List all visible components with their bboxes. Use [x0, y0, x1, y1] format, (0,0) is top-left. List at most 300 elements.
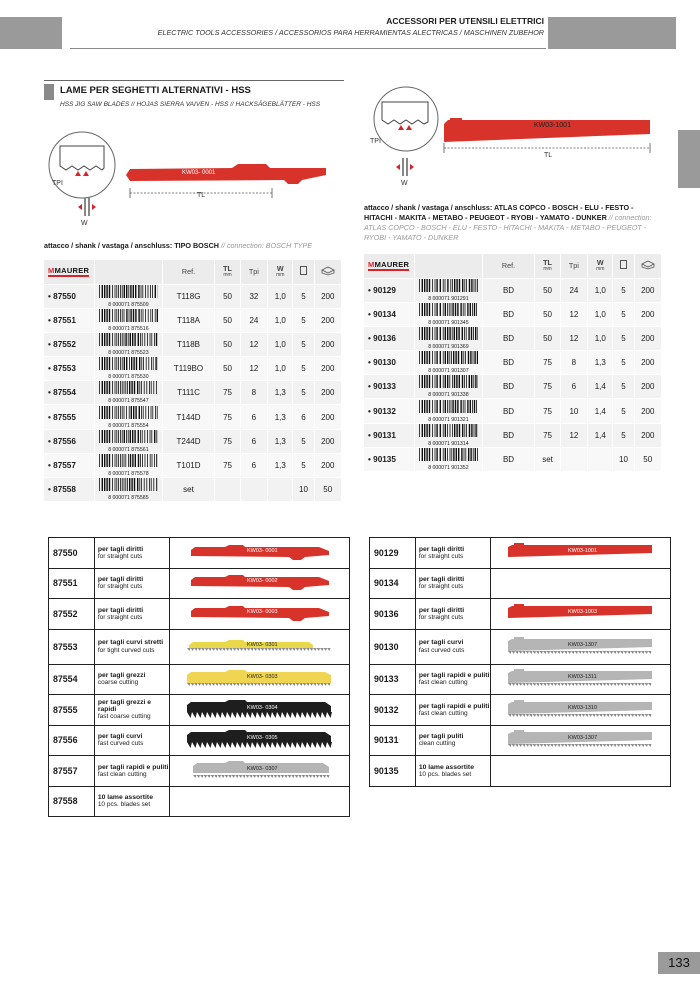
blade-teeth: [187, 742, 332, 748]
description-en: coarse cutting: [97, 679, 139, 687]
ean-number: 8 000071 901321: [428, 416, 469, 423]
item-code: • 90130: [364, 351, 415, 375]
description-it: per tagli diritti: [97, 576, 144, 584]
blade-image-cell: [491, 568, 671, 599]
ean-number: 8 000071 875561: [108, 446, 149, 453]
description-en: for straight cuts: [418, 583, 464, 591]
tpi-label: TPI: [52, 180, 63, 187]
barcode-cell: [95, 308, 163, 332]
cell-w: 1,3: [268, 405, 293, 429]
cell-pack: 6: [293, 405, 314, 429]
product-subtitle: HSS JIG SAW BLADES // HOJAS SIERRA VAIVEN - HSS // HACKSÄGEBLÄTTER - HSS: [60, 101, 321, 108]
description-en: 10 pcs. blades set: [97, 801, 151, 809]
description-en: fast clean cutting: [418, 679, 468, 687]
cell-ref: BD: [482, 447, 535, 471]
cell-box: 200: [314, 405, 341, 429]
pack-header: [613, 254, 634, 278]
cell-box: 200: [634, 423, 661, 447]
blade-image: [185, 730, 335, 750]
cell-tpi: [560, 447, 587, 471]
blade-description: [415, 725, 491, 756]
blade-image: [506, 543, 656, 563]
blade-code: 87554: [49, 664, 95, 695]
blade-image: [185, 573, 335, 593]
cell-pack: 5: [613, 278, 634, 302]
cell-tl: [215, 478, 240, 502]
cell-tl: 50: [535, 326, 560, 350]
maurer-logo: MMAURER: [368, 260, 410, 270]
cell-tl: 50: [535, 302, 560, 326]
blade-row: [49, 629, 350, 664]
blade-row: [370, 629, 671, 664]
cell-tpi: 12: [560, 423, 587, 447]
cell-pack: 5: [293, 308, 314, 332]
table-row: [44, 284, 342, 308]
item-code: • 90134: [364, 302, 415, 326]
item-code: • 90132: [364, 399, 415, 423]
blade-image-cell: [170, 568, 350, 599]
blade-code-text: KW03-1311: [567, 674, 597, 681]
blade-description: [415, 756, 491, 787]
blade-teeth: [187, 712, 332, 718]
table-row: [44, 332, 342, 356]
blade-description: [94, 568, 170, 599]
brand-name: MAURER: [54, 266, 90, 276]
ean-number: 8 000071 901352: [428, 464, 469, 471]
ean-number: 8 000071 901345: [428, 319, 469, 326]
cell-pack: 5: [613, 351, 634, 375]
cell-tl: 75: [215, 453, 240, 477]
product-title: LAME PER SEGHETTI ALTERNATIVI - HSS: [60, 85, 251, 96]
cell-pack: 5: [613, 399, 634, 423]
cell-pack: 10: [293, 478, 314, 502]
blade-image: [506, 637, 656, 657]
ean-number: 8 000071 875585: [108, 495, 149, 502]
blade-description: [94, 664, 170, 695]
table-row: [364, 326, 662, 350]
cell-pack: 10: [613, 447, 634, 471]
cell-box: 200: [314, 332, 341, 356]
cell-ref: T244D: [162, 429, 215, 453]
barcode-cell: [95, 284, 163, 308]
ean-number: 8 000071 875530: [108, 374, 149, 381]
cell-tpi: 10: [560, 399, 587, 423]
ean-number: 8 000071 875547: [108, 398, 149, 405]
header-divider: [70, 48, 546, 49]
cell-w: 1,0: [588, 278, 613, 302]
cell-pack: 5: [613, 375, 634, 399]
ean-number: 8 000071 875554: [108, 422, 149, 429]
spec-table-right: [364, 254, 662, 472]
shank-connection: // connection: ATLAS COPCO - BOSCH - ELU - FESTO - HITACHI - MAKITA - METABO - PEUGEOT - RYOBI - YAMATO - DUNKER: [364, 213, 652, 242]
maurer-logo: MMAURER: [48, 266, 90, 276]
blade-description: [94, 599, 170, 630]
cell-pack: 5: [293, 357, 314, 381]
item-code: • 87552: [44, 332, 95, 356]
spec-table-left: [44, 260, 342, 502]
blade-image: [185, 761, 335, 781]
description-it: per tagli curvi: [97, 733, 143, 741]
cell-tl: set: [535, 447, 560, 471]
pack-header: [293, 260, 314, 284]
barcode-cell: [415, 423, 483, 447]
cell-ref: BD: [482, 351, 535, 375]
cell-tpi: 12: [240, 357, 267, 381]
blade-image: [185, 700, 335, 720]
barcode-cell: [95, 405, 163, 429]
item-code: • 90129: [364, 278, 415, 302]
blade-description: [94, 629, 170, 664]
description-en: for tight curved cuts: [97, 646, 155, 654]
blade-teeth: [193, 775, 330, 778]
blade-image: [185, 637, 335, 657]
cell-pack: 5: [613, 423, 634, 447]
description-en: fast curved cuts: [97, 740, 144, 748]
tl-label: TL: [197, 192, 206, 199]
cell-w: 1,4: [588, 423, 613, 447]
cell-tpi: 6: [240, 405, 267, 429]
cell-box: 200: [634, 351, 661, 375]
item-code: • 87554: [44, 381, 95, 405]
barcode-cell: [95, 357, 163, 381]
box-icon: [641, 260, 655, 270]
blade-image: [185, 604, 335, 624]
blade-diagram-right-graphic: [358, 84, 668, 194]
blade-code-label: KW03- 0001: [182, 170, 216, 176]
shank-info-right: [364, 203, 662, 243]
cell-tl: 50: [215, 332, 240, 356]
cell-ref: T118G: [162, 284, 215, 308]
cell-box: 200: [314, 453, 341, 477]
cell-w: 1,3: [268, 381, 293, 405]
description-en: fast curved cuts: [418, 646, 465, 654]
blade-row: [49, 786, 350, 817]
ref-header: Ref.: [482, 254, 535, 278]
item-code: • 87557: [44, 453, 95, 477]
cell-ref: T144D: [162, 405, 215, 429]
description-en: clean cutting: [418, 740, 456, 748]
blade-image: [185, 669, 335, 689]
cell-ref: T118B: [162, 332, 215, 356]
blade-description: [415, 538, 491, 569]
cell-pack: 5: [613, 326, 634, 350]
cell-tl: 75: [215, 429, 240, 453]
ean-number: 8 000071 901291: [428, 295, 469, 302]
catalog-section-title: ACCESSORI PER UTENSILI ELETTRICI: [386, 16, 544, 26]
cell-ref: T119BO: [162, 357, 215, 381]
cell-box: 200: [634, 375, 661, 399]
w-header: W mm: [268, 260, 293, 284]
blade-code: 90135: [370, 756, 416, 787]
table-row: [44, 429, 342, 453]
table-row: [364, 278, 662, 302]
cell-box: 200: [314, 429, 341, 453]
cell-box: 200: [634, 399, 661, 423]
side-tab-marker: [678, 130, 700, 188]
blade-code: 90132: [370, 695, 416, 726]
table-row: [364, 447, 662, 471]
blade-image-cell: [170, 695, 350, 726]
blade-code: 90134: [370, 568, 416, 599]
cell-tl: 50: [215, 357, 240, 381]
blade-image: [506, 669, 656, 689]
blade-code: 90133: [370, 664, 416, 695]
cell-pack: 5: [293, 284, 314, 308]
blade-image-cell: [170, 599, 350, 630]
blade-teeth: [508, 651, 652, 654]
pack-icon: [300, 266, 307, 275]
description-en: fast coarse cutting: [97, 713, 151, 721]
blade-image-cell: [170, 725, 350, 756]
description-it: per tagli diritti: [418, 545, 465, 553]
cell-box: 50: [634, 447, 661, 471]
blade-code-text: KW03- 0307: [246, 765, 278, 772]
barcode-cell: [415, 351, 483, 375]
blade-teeth: [187, 648, 331, 651]
shank-info-left: [44, 241, 344, 251]
cell-box: 200: [314, 381, 341, 405]
ean-number: 8 000071 901307: [428, 368, 469, 375]
cell-tpi: 12: [240, 332, 267, 356]
blade-image-cell: [491, 538, 671, 569]
description-en: fast clean cutting: [418, 709, 468, 717]
barcode-cell: [415, 375, 483, 399]
blade-code: 90130: [370, 629, 416, 664]
shank-type: attacco / shank / vastaga / anschluss: ATLAS COPCO - BOSCH - ELU - FESTO - HITACHI - MAKITA - METABO - PEUGEOT - RYOBI - YAMATO - DUNKER: [364, 203, 634, 222]
blade-row: [49, 664, 350, 695]
blade-row: [49, 599, 350, 630]
description-en: for straight cuts: [97, 583, 143, 591]
brand-logo-cell: [44, 260, 95, 284]
blade-description: [94, 538, 170, 569]
brand-name: MAURER: [374, 260, 410, 270]
blade-image: [185, 543, 335, 563]
blade-row: [370, 695, 671, 726]
ean-number: 8 000071 875509: [108, 301, 149, 308]
ean-number: 8 000071 901369: [428, 343, 469, 350]
blade-row: [370, 538, 671, 569]
cell-ref: T101D: [162, 453, 215, 477]
ean-number: 8 000071 875578: [108, 470, 149, 477]
tpi-label: TPI: [370, 138, 381, 145]
table-row: [44, 308, 342, 332]
table-row: [364, 375, 662, 399]
item-code: • 87555: [44, 405, 95, 429]
cell-box: 200: [634, 278, 661, 302]
blade-description: [94, 695, 170, 726]
description-it: per tagli curvi stretti: [97, 639, 164, 647]
pack-icon: [620, 260, 627, 269]
cell-tpi: [240, 478, 267, 502]
description-it: per tagli diritti: [418, 606, 465, 614]
blade-code: 87550: [49, 538, 95, 569]
cell-ref: set: [162, 478, 215, 502]
item-code: • 90133: [364, 375, 415, 399]
blade-image-cell: [491, 695, 671, 726]
description-en: for straight cuts: [97, 552, 143, 560]
blade-code: 87557: [49, 756, 95, 787]
w-label: W: [81, 220, 88, 227]
ref-header: Ref.: [162, 260, 215, 284]
barcode-cell: [95, 381, 163, 405]
blade-code: 90129: [370, 538, 416, 569]
ean-number: 8 000071 875516: [108, 325, 149, 332]
blade-image-cell: [170, 786, 350, 817]
blade-teeth: [508, 683, 652, 686]
blade-code-text: KW03- 0003: [246, 608, 278, 615]
blade-row: [49, 756, 350, 787]
cell-tpi: 6: [560, 375, 587, 399]
cell-ref: BD: [482, 326, 535, 350]
blade-code: 87556: [49, 725, 95, 756]
blade-code-text: KW03- 0303: [246, 674, 278, 681]
blade-row: [370, 568, 671, 599]
cell-w: 1,3: [268, 453, 293, 477]
blade-image: [506, 730, 656, 750]
blade-description: [94, 786, 170, 817]
blade-code-text: KW03-1310: [567, 704, 597, 711]
cell-tpi: 6: [240, 429, 267, 453]
blade-description: [415, 599, 491, 630]
description-en: 10 pcs. blades set: [418, 770, 472, 778]
blade-description: [94, 725, 170, 756]
blade-description: [94, 756, 170, 787]
blade-row: [370, 664, 671, 695]
cell-tl: 50: [535, 278, 560, 302]
ean-number: 8 000071 875523: [108, 349, 149, 356]
header-gray-block-left: [0, 17, 62, 49]
blade-image-cell: [491, 725, 671, 756]
cell-box: 200: [314, 284, 341, 308]
w-header: W mm: [588, 254, 613, 278]
table-row: [364, 302, 662, 326]
blade-image: [185, 791, 335, 811]
item-code: • 87550: [44, 284, 95, 308]
blade-code-text: KW03- 0001: [246, 547, 278, 554]
header-gray-block-right: [548, 17, 676, 49]
cell-tpi: 8: [240, 381, 267, 405]
barcode-cell: [95, 478, 163, 502]
blade-description: [415, 695, 491, 726]
blade-description: [415, 664, 491, 695]
cell-ref: BD: [482, 399, 535, 423]
cell-ref: BD: [482, 302, 535, 326]
cell-tl: 50: [215, 308, 240, 332]
cell-pack: 5: [293, 381, 314, 405]
blade-code-text: KW03-1001: [567, 547, 597, 554]
description-en: fast clean cutting: [97, 770, 147, 778]
cell-ref: T111C: [162, 381, 215, 405]
cell-w: 1,0: [268, 332, 293, 356]
table-row: [44, 453, 342, 477]
cell-box: 200: [634, 326, 661, 350]
blade-code-text: KW03- 0304: [246, 704, 278, 711]
box-header: [314, 260, 341, 284]
table-header-row: [44, 260, 342, 284]
barcode-cell: [415, 278, 483, 302]
blade-image-cell: [170, 756, 350, 787]
cell-w: 1,0: [588, 302, 613, 326]
ean-number: 8 000071 901338: [428, 392, 469, 399]
description-en: for straight cuts: [97, 613, 143, 621]
blade-row: [49, 725, 350, 756]
blade-description: [415, 568, 491, 599]
tl-header: TL mm: [535, 254, 560, 278]
table-row: [44, 381, 342, 405]
blade-code-text: KW03- 0301: [246, 641, 278, 648]
cell-tpi: 6: [240, 453, 267, 477]
blade-image: [506, 604, 656, 624]
item-code: • 90136: [364, 326, 415, 350]
blade-image-cell: [170, 629, 350, 664]
blade-code-text: KW03- 0305: [246, 735, 278, 742]
blade-teeth: [187, 683, 331, 686]
cell-box: 200: [314, 308, 341, 332]
tpi-header: Tpi: [560, 254, 587, 278]
cell-tpi: 12: [560, 326, 587, 350]
barcode-cell: [415, 447, 483, 471]
cell-w: 1,4: [588, 375, 613, 399]
description-it: 10 lame assortite: [418, 763, 474, 771]
cell-tl: 75: [535, 375, 560, 399]
blade-image-cell: [491, 756, 671, 787]
description-en: for straight cuts: [418, 613, 464, 621]
cell-w: 1,0: [588, 326, 613, 350]
tl-header: TL mm: [215, 260, 240, 284]
blade-code: 87558: [49, 786, 95, 817]
description-it: per tagli diritti: [418, 576, 465, 584]
cell-pack: 5: [293, 332, 314, 356]
catalog-section-subtitle: ELECTRIC TOOLS ACCESSORIES / ACCESSORIOS PARA HERRAMIENTAS ALECTRICAS / MASCHINEN ZUBEHOR: [157, 28, 544, 37]
blade-code: 87553: [49, 629, 95, 664]
cell-tl: 50: [215, 284, 240, 308]
description-it: per tagli rapidi e puliti: [418, 672, 490, 680]
barcode-cell: [415, 302, 483, 326]
blade-code-label: KW03-1001: [534, 122, 571, 129]
blade-image: [506, 700, 656, 720]
blade-diagram-right: [358, 84, 668, 194]
blade-image: [506, 761, 656, 781]
cell-box: 50: [314, 478, 341, 502]
description-en: for straight cuts: [418, 552, 464, 560]
item-code: • 90131: [364, 423, 415, 447]
blade-code-text: KW03-1307: [567, 735, 597, 742]
shank-type: attacco / shank / vastaga / anschluss: TIPO BOSCH: [44, 241, 219, 250]
cell-pack: 5: [293, 453, 314, 477]
table-row: [364, 351, 662, 375]
cell-pack: 5: [293, 429, 314, 453]
blade-image-cell: [491, 664, 671, 695]
description-it: per tagli grezzi e rapidi: [97, 698, 152, 714]
blade-row: [49, 538, 350, 569]
blade-code: 87555: [49, 695, 95, 726]
cell-ref: BD: [482, 375, 535, 399]
cell-w: [588, 447, 613, 471]
cell-tl: 75: [535, 399, 560, 423]
tl-label: TL: [544, 152, 553, 159]
blade-diagram-left: [40, 128, 350, 236]
table-row: [44, 405, 342, 429]
blade-row: [370, 725, 671, 756]
blade-teeth: [508, 714, 652, 717]
description-it: 10 lame assortite: [97, 794, 153, 802]
blade-image-cell: [491, 629, 671, 664]
blade-description: [415, 629, 491, 664]
blade-code: 87552: [49, 599, 95, 630]
blade-code-text: KW03- 0002: [246, 578, 278, 585]
cell-w: 1,0: [268, 284, 293, 308]
description-it: per tagli puliti: [418, 733, 464, 741]
